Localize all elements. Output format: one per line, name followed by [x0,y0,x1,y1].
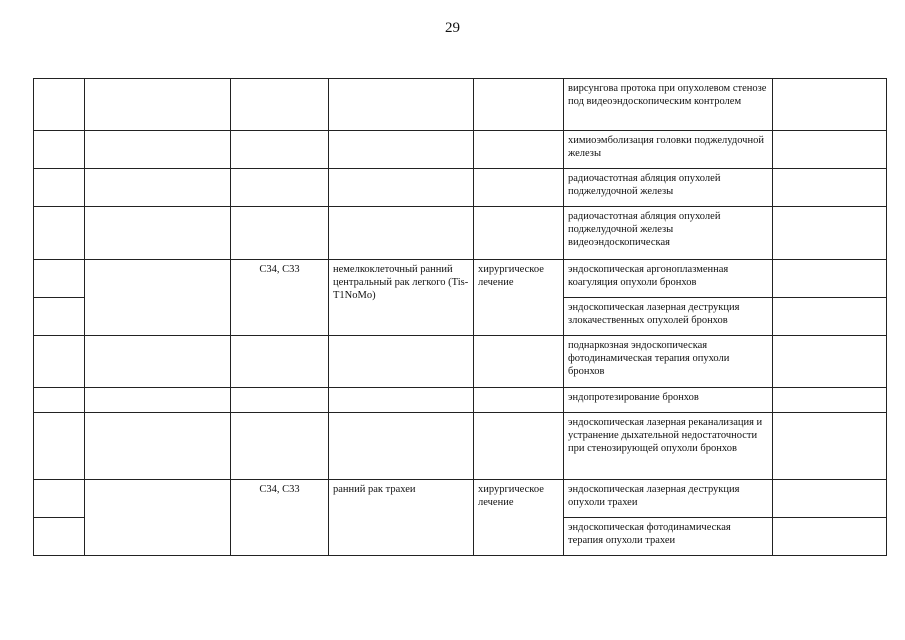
cell-diagnosis [329,131,474,169]
cell-diagnosis: ранний рак трахеи [329,480,474,556]
cell-number [34,260,85,298]
cell-number [34,169,85,207]
cell-number [34,480,85,518]
cell-number [34,518,85,556]
cell-diagnosis [329,336,474,388]
cell-method: поднаркозная эндоскопическая фотодинамическая терапия опухоли бронхов [564,336,773,388]
table-row [34,388,887,413]
cell-diagnosis [329,388,474,413]
cell-extra [773,480,887,518]
cell-treatment-type [474,336,564,388]
cell-treatment-type [474,131,564,169]
cell-profile [85,388,231,413]
cell-treatment-type [474,388,564,413]
cell-code: C34, C33 [231,480,329,556]
cell-profile [85,413,231,480]
cell-code [231,131,329,169]
cell-diagnosis [329,207,474,260]
cell-extra [773,169,887,207]
table-row [34,336,887,388]
table-row [34,131,887,169]
cell-profile [85,207,231,260]
cell-extra [773,298,887,336]
cell-profile [85,480,231,556]
cell-extra [773,207,887,260]
cell-extra [773,260,887,298]
cell-method: химиоэмболизация головки поджелудочной железы [564,131,773,169]
cell-profile [85,79,231,131]
cell-code [231,413,329,480]
cell-method: эндопротезирование бронхов [564,388,773,413]
cell-code [231,388,329,413]
cell-extra [773,79,887,131]
cell-number [34,336,85,388]
cell-diagnosis: немелкоклеточный ранний центральный рак легкого (Tis-T1NoMo) [329,260,474,336]
cell-profile [85,336,231,388]
page-number: 29 [445,20,460,36]
cell-code [231,79,329,131]
cell-extra [773,413,887,480]
cell-code [231,336,329,388]
cell-extra [773,336,887,388]
cell-treatment-type [474,207,564,260]
cell-diagnosis [329,79,474,131]
cell-method: эндоскопическая аргоноплазменная коагуляция опухоли бронхов [564,260,773,298]
cell-profile [85,131,231,169]
cell-code [231,207,329,260]
cell-method: радиочастотная абляция опухолей поджелудочной железы видеоэндоскопическая [564,207,773,260]
cell-profile [85,260,231,336]
cell-profile [85,169,231,207]
cell-number [34,298,85,336]
cell-treatment-type: хирургическое лечение [474,480,564,556]
medical-procedures-table [33,78,887,556]
cell-number [34,131,85,169]
table-row [34,260,887,298]
table-row [34,413,887,480]
table-row [34,79,887,131]
cell-treatment-type [474,169,564,207]
table-row [34,207,887,260]
cell-method: эндоскопическая лазерная деструкция злокачественных опухолей бронхов [564,298,773,336]
cell-treatment-type: хирургическое лечение [474,260,564,336]
cell-code: C34, C33 [231,260,329,336]
cell-diagnosis [329,169,474,207]
cell-method: эндоскопическая лазерная реканализация и устранение дыхательной недостаточности при стенозирующей опухоли бронхов [564,413,773,480]
cell-number [34,79,85,131]
cell-method: вирсунгова протока при опухолевом стенозе под видеоэндоскопическим контролем [564,79,773,131]
cell-method: радиочастотная абляция опухолей поджелудочной железы [564,169,773,207]
cell-extra [773,388,887,413]
cell-treatment-type [474,79,564,131]
table-row [34,169,887,207]
cell-treatment-type [474,413,564,480]
cell-extra [773,518,887,556]
cell-extra [773,131,887,169]
cell-method: эндоскопическая лазерная деструкция опухоли трахеи [564,480,773,518]
cell-number [34,388,85,413]
cell-method: эндоскопическая фотодинамическая терапия опухоли трахеи [564,518,773,556]
cell-number [34,413,85,480]
cell-code [231,169,329,207]
table-row [34,480,887,518]
cell-number [34,207,85,260]
cell-diagnosis [329,413,474,480]
